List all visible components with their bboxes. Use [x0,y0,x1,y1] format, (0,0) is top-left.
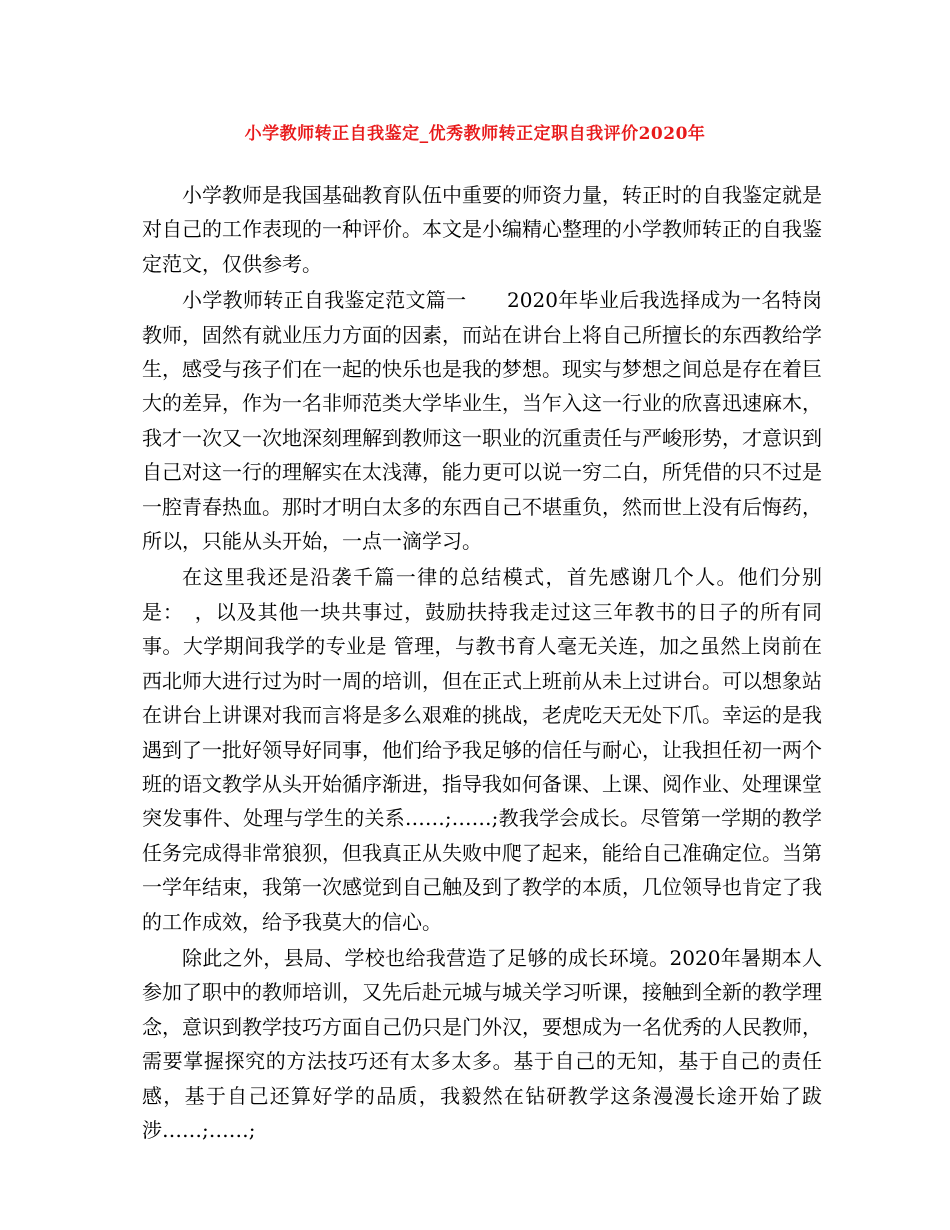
paragraph-intro: 小学教师是我国基础教育队伍中重要的师资力量，转正时的自我鉴定就是对自己的工作表现的一种评价。本文是小编精心整理的小学教师转正的自我鉴定范文，仅供参考。 [142,183,822,276]
paragraph-thanks: 在这里我还是沿袭千篇一律的总结模式，首先感谢几个人。他们分别是： ，以及其他一块共事过，鼓励扶持我走过这三年教书的日子的所有同事。大学期间我学的专业是 管理，与教书育人毫无关连，加之虽然上岗前在西北师大进行过为时一周的培训，但在正式上班前从未上过讲台。可以想象站在讲台上讲课对我而言将是多么艰难的挑战，老虎吃天无处下爪。幸运的是我遇到了一批好领导好同事，他们给予我足够的信任与耐心，让我担任初一两个班的语文教学从头开始循序渐进，指导我如何备课、上课、阅作业、处理课堂突发事件、处理与学生的关系……;……;教我学会成长。尽管第一学期的教学任务完成得非常狼狈，但我真正从失败中爬了起来，能给自己准确定位。当第一学年结束，我第一次感觉到自己触及到了教学的本质，几位领导也肯定了我的工作成效，给予我莫大的信心。 [142,565,822,934]
document-body [142,178,822,1149]
document-title: 小学教师转正自我鉴定_优秀教师转正定职自我评价2020年 [244,124,706,144]
paragraph-essay-one: 小学教师转正自我鉴定范文篇一 2020年毕业后我选择成为一名特岗教师，固然有就业压力方面的因素，而站在讲台上将自己所擅长的东西教给学生，感受与孩子们在一起的快乐也是我的梦想。现实与梦想之间总是存在着巨大的差异，作为一名非师范类大学毕业生，当乍入这一行业的欣喜迅速麻木，我才一次又一次地深刻理解到教师这一职业的沉重责任与严峻形势，才意识到自己对这一行的理解实在太浅薄，能力更可以说一穷二白，所凭借的只不过是一腔青春热血。那时才明白太多的东西自己不堪重负，然而世上没有后悔药，所以，只能从头开始，一点一滴学习。 [142,288,822,554]
paragraph-environment: 除此之外，县局、学校也给我营造了足够的成长环境。2020年暑期本人参加了职中的教师培训，又先后赴元城与城关学习听课，接触到全新的教学理念，意识到教学技巧方面自己仍只是门外汉，要想成为一名优秀的人民教师，需要掌握探究的方法技巧还有太多太多。基于自己的无知，基于自己的责任感，基于自己还算好学的品质，我毅然在钻研教学这条漫漫长途开始了跋涉……;……; [142,945,822,1142]
